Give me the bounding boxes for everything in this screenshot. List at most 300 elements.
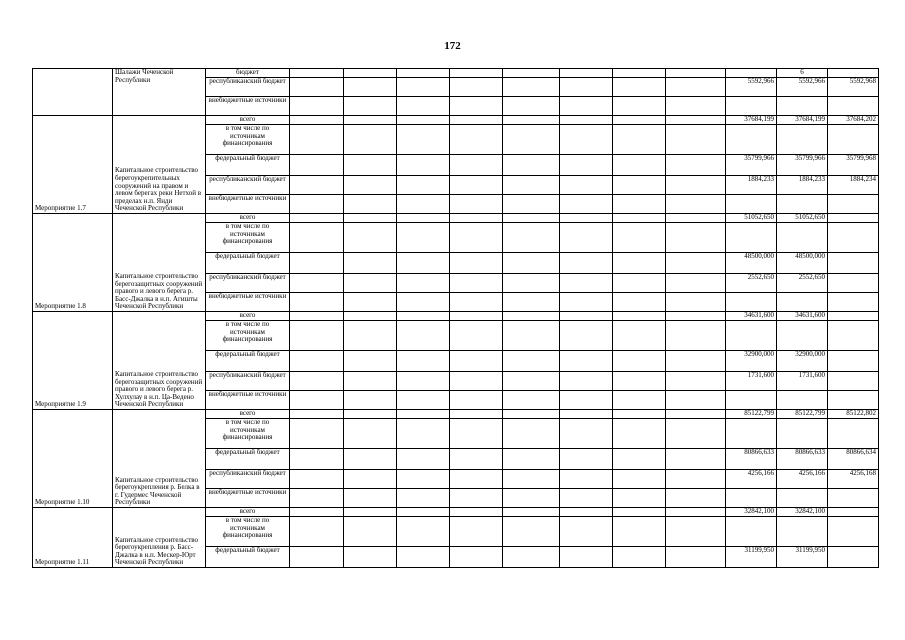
- amount-cell: 5592,966: [726, 78, 777, 97]
- empty-cell: [290, 470, 344, 489]
- funding-source: внебюджетные источники: [206, 195, 290, 214]
- empty-cell: [397, 547, 450, 568]
- project-name: Капитальное строительство берегоукрепительных сооружений на правом и левом берегах реки Нетхой в пределах н.п. Янди Чеченской Республики: [113, 116, 206, 214]
- funding-source: в том числе по источникам финансирования: [206, 223, 290, 253]
- empty-cell: [560, 351, 613, 372]
- empty-cell: [613, 419, 666, 449]
- amount-cell: [726, 489, 777, 508]
- amount-cell: 34631,600: [726, 312, 777, 321]
- empty-cell: [503, 470, 560, 489]
- funding-source: республиканский бюджет: [206, 372, 290, 391]
- funding-source: в том числе по источникам финансирования: [206, 419, 290, 449]
- empty-cell: [613, 214, 666, 223]
- empty-cell: [613, 410, 666, 419]
- amount-cell: 32842,100: [726, 508, 777, 517]
- empty-cell: [450, 419, 503, 449]
- empty-cell: [613, 293, 666, 312]
- empty-cell: [666, 69, 726, 78]
- amount-cell: [777, 97, 828, 116]
- empty-cell: [450, 470, 503, 489]
- amount-cell: [828, 391, 879, 410]
- empty-cell: [397, 419, 450, 449]
- amount-cell: [777, 489, 828, 508]
- empty-cell: [613, 125, 666, 155]
- amount-cell: 4256,168: [828, 470, 879, 489]
- empty-cell: [344, 372, 397, 391]
- empty-cell: [290, 195, 344, 214]
- amount-cell: [726, 419, 777, 449]
- event-label: Мероприятие 1.7: [33, 116, 113, 214]
- amount-cell: 85122,802: [828, 410, 879, 419]
- amount-cell: [828, 195, 879, 214]
- empty-cell: [560, 125, 613, 155]
- empty-cell: [344, 312, 397, 321]
- table-row: [33, 312, 879, 321]
- empty-cell: [344, 125, 397, 155]
- empty-cell: [290, 321, 344, 351]
- amount-cell: [828, 274, 879, 293]
- empty-cell: [290, 69, 344, 78]
- empty-cell: [344, 470, 397, 489]
- amount-cell: [828, 508, 879, 517]
- amount-cell: 35799,966: [726, 155, 777, 176]
- empty-cell: [344, 274, 397, 293]
- empty-cell: [503, 214, 560, 223]
- table-row: [33, 214, 879, 223]
- amount-cell: [828, 293, 879, 312]
- amount-cell: [777, 391, 828, 410]
- empty-cell: [666, 547, 726, 568]
- amount-cell: [726, 391, 777, 410]
- amount-cell: [777, 321, 828, 351]
- empty-cell: [290, 312, 344, 321]
- empty-cell: [613, 176, 666, 195]
- empty-cell: [397, 312, 450, 321]
- funding-source: в том числе по источникам финансирования: [206, 321, 290, 351]
- page-number: 172: [444, 40, 461, 52]
- empty-cell: [290, 391, 344, 410]
- amount-cell: 1731,600: [726, 372, 777, 391]
- amount-cell: 32900,000: [777, 351, 828, 372]
- empty-cell: [397, 508, 450, 517]
- empty-cell: [560, 97, 613, 116]
- amount-cell: 31199,950: [777, 547, 828, 568]
- empty-cell: [344, 391, 397, 410]
- empty-cell: [290, 489, 344, 508]
- empty-cell: [450, 372, 503, 391]
- empty-cell: [344, 176, 397, 195]
- empty-cell: [450, 116, 503, 125]
- empty-cell: [397, 391, 450, 410]
- empty-cell: [613, 223, 666, 253]
- empty-cell: [613, 155, 666, 176]
- empty-cell: [666, 410, 726, 419]
- empty-cell: [397, 274, 450, 293]
- amount-cell: [828, 69, 879, 78]
- budget-table: [32, 68, 879, 568]
- amount-cell: 1884,234: [828, 176, 879, 195]
- empty-cell: [503, 547, 560, 568]
- empty-cell: [613, 195, 666, 214]
- empty-cell: [560, 321, 613, 351]
- empty-cell: [560, 116, 613, 125]
- amount-cell: [726, 293, 777, 312]
- empty-cell: [397, 97, 450, 116]
- amount-cell: 80866,634: [828, 449, 879, 470]
- amount-cell: 51052,650: [777, 214, 828, 223]
- empty-cell: [560, 223, 613, 253]
- empty-cell: [613, 312, 666, 321]
- empty-cell: [666, 274, 726, 293]
- funding-source: федеральный бюджет: [206, 351, 290, 372]
- empty-cell: [397, 69, 450, 78]
- amount-cell: [828, 321, 879, 351]
- empty-cell: [397, 489, 450, 508]
- empty-cell: [450, 293, 503, 312]
- empty-cell: [344, 97, 397, 116]
- empty-cell: [666, 489, 726, 508]
- amount-cell: 2552,650: [726, 274, 777, 293]
- empty-cell: [290, 372, 344, 391]
- amount-cell: [828, 419, 879, 449]
- empty-cell: [560, 372, 613, 391]
- empty-cell: [560, 517, 613, 547]
- amount-cell: 35799,966: [777, 155, 828, 176]
- empty-cell: [450, 547, 503, 568]
- empty-cell: [397, 470, 450, 489]
- empty-cell: [560, 214, 613, 223]
- amount-cell: [828, 517, 879, 547]
- empty-cell: [666, 372, 726, 391]
- amount-cell: [777, 517, 828, 547]
- funding-source: федеральный бюджет: [206, 449, 290, 470]
- empty-cell: [666, 195, 726, 214]
- amount-cell: 5592,968: [828, 78, 879, 97]
- empty-cell: [290, 155, 344, 176]
- empty-cell: [344, 489, 397, 508]
- empty-cell: [290, 517, 344, 547]
- amount-cell: 80866,633: [726, 449, 777, 470]
- empty-cell: [450, 351, 503, 372]
- funding-source: внебюджетные источники: [206, 391, 290, 410]
- amount-cell: [828, 489, 879, 508]
- empty-cell: [560, 253, 613, 274]
- amount-cell: [726, 97, 777, 116]
- empty-cell: [613, 372, 666, 391]
- empty-cell: [560, 449, 613, 470]
- empty-cell: [450, 517, 503, 547]
- empty-cell: [560, 410, 613, 419]
- empty-cell: [666, 508, 726, 517]
- empty-cell: [613, 508, 666, 517]
- empty-cell: [560, 470, 613, 489]
- empty-cell: [397, 116, 450, 125]
- amount-cell: [828, 253, 879, 274]
- empty-cell: [290, 253, 344, 274]
- funding-source: республиканский бюджет: [206, 78, 290, 97]
- amount-cell: [828, 312, 879, 321]
- empty-cell: [560, 508, 613, 517]
- empty-cell: [503, 449, 560, 470]
- event-label: Мероприятие 1.11: [33, 508, 113, 568]
- funding-source: всего: [206, 312, 290, 321]
- empty-cell: [397, 372, 450, 391]
- empty-cell: [666, 78, 726, 97]
- empty-cell: [397, 223, 450, 253]
- empty-cell: [344, 155, 397, 176]
- empty-cell: [397, 293, 450, 312]
- empty-cell: [397, 125, 450, 155]
- funding-source: федеральный бюджет: [206, 253, 290, 274]
- empty-cell: [560, 69, 613, 78]
- empty-cell: [560, 547, 613, 568]
- empty-cell: [344, 223, 397, 253]
- empty-cell: [503, 69, 560, 78]
- empty-cell: [503, 293, 560, 312]
- event-label: [33, 69, 113, 116]
- empty-cell: [450, 214, 503, 223]
- empty-cell: [344, 253, 397, 274]
- amount-cell: [828, 97, 879, 116]
- amount-cell: 37684,202: [828, 116, 879, 125]
- empty-cell: [560, 195, 613, 214]
- amount-cell: [777, 195, 828, 214]
- empty-cell: [666, 223, 726, 253]
- empty-cell: [666, 97, 726, 116]
- empty-cell: [450, 274, 503, 293]
- empty-cell: [450, 312, 503, 321]
- empty-cell: [503, 253, 560, 274]
- empty-cell: [666, 391, 726, 410]
- empty-cell: [613, 274, 666, 293]
- empty-cell: [450, 508, 503, 517]
- empty-cell: [290, 410, 344, 419]
- empty-cell: [344, 69, 397, 78]
- amount-cell: [828, 125, 879, 155]
- empty-cell: [397, 253, 450, 274]
- event-label: Мероприятие 1.10: [33, 410, 113, 508]
- empty-cell: [503, 508, 560, 517]
- funding-source: бюджет: [206, 69, 290, 78]
- empty-cell: [613, 391, 666, 410]
- table-body: [33, 69, 879, 568]
- empty-cell: [503, 351, 560, 372]
- empty-cell: [290, 125, 344, 155]
- amount-cell: [777, 419, 828, 449]
- amount-cell: 85122,799: [777, 410, 828, 419]
- event-label: Мероприятие 1.9: [33, 312, 113, 410]
- empty-cell: [290, 293, 344, 312]
- empty-cell: [290, 547, 344, 568]
- funding-source: в том числе по источникам финансирования: [206, 517, 290, 547]
- empty-cell: [450, 253, 503, 274]
- empty-cell: [503, 223, 560, 253]
- empty-cell: [450, 410, 503, 419]
- empty-cell: [666, 253, 726, 274]
- amount-cell: 31199,950: [726, 547, 777, 568]
- empty-cell: [560, 155, 613, 176]
- empty-cell: [450, 155, 503, 176]
- amount-cell: 1731,600: [777, 372, 828, 391]
- empty-cell: [560, 176, 613, 195]
- funding-source: всего: [206, 508, 290, 517]
- empty-cell: [344, 195, 397, 214]
- amount-cell: [726, 223, 777, 253]
- empty-cell: [666, 125, 726, 155]
- table-row: [33, 410, 879, 419]
- amount-cell: [726, 517, 777, 547]
- funding-source: республиканский бюджет: [206, 470, 290, 489]
- amount-cell: 5592,966: [777, 78, 828, 97]
- empty-cell: [290, 419, 344, 449]
- empty-cell: [666, 470, 726, 489]
- empty-cell: [344, 517, 397, 547]
- empty-cell: [613, 321, 666, 351]
- empty-cell: [344, 410, 397, 419]
- amount-cell: [828, 351, 879, 372]
- amount-cell: 48500,000: [726, 253, 777, 274]
- empty-cell: [397, 176, 450, 195]
- empty-cell: [503, 155, 560, 176]
- empty-cell: [450, 321, 503, 351]
- amount-cell: 80866,633: [777, 449, 828, 470]
- empty-cell: [503, 391, 560, 410]
- empty-cell: [560, 391, 613, 410]
- empty-cell: [503, 372, 560, 391]
- funding-source: всего: [206, 116, 290, 125]
- empty-cell: [666, 293, 726, 312]
- empty-cell: [613, 449, 666, 470]
- empty-cell: [397, 449, 450, 470]
- empty-cell: [344, 116, 397, 125]
- empty-cell: [503, 125, 560, 155]
- empty-cell: [450, 78, 503, 97]
- empty-cell: [344, 419, 397, 449]
- empty-cell: [613, 470, 666, 489]
- empty-cell: [290, 116, 344, 125]
- amount-cell: [777, 125, 828, 155]
- empty-cell: [344, 214, 397, 223]
- empty-cell: [613, 489, 666, 508]
- empty-cell: [560, 419, 613, 449]
- funding-source: внебюджетные источники: [206, 97, 290, 116]
- empty-cell: [503, 489, 560, 508]
- empty-cell: [613, 116, 666, 125]
- amount-cell: 6: [777, 69, 828, 78]
- empty-cell: [344, 78, 397, 97]
- amount-cell: 37684,199: [777, 116, 828, 125]
- empty-cell: [450, 391, 503, 410]
- amount-cell: 35799,968: [828, 155, 879, 176]
- empty-cell: [666, 321, 726, 351]
- empty-cell: [397, 351, 450, 372]
- amount-cell: 34631,600: [777, 312, 828, 321]
- empty-cell: [613, 78, 666, 97]
- funding-source: федеральный бюджет: [206, 547, 290, 568]
- empty-cell: [397, 410, 450, 419]
- empty-cell: [290, 97, 344, 116]
- funding-source: внебюджетные источники: [206, 293, 290, 312]
- empty-cell: [560, 293, 613, 312]
- empty-cell: [666, 517, 726, 547]
- empty-cell: [560, 78, 613, 97]
- empty-cell: [450, 195, 503, 214]
- amount-cell: [828, 547, 879, 568]
- empty-cell: [397, 517, 450, 547]
- empty-cell: [450, 125, 503, 155]
- empty-cell: [613, 517, 666, 547]
- empty-cell: [397, 214, 450, 223]
- empty-cell: [290, 351, 344, 372]
- empty-cell: [666, 155, 726, 176]
- amount-cell: 37684,199: [726, 116, 777, 125]
- project-name: Капитальное строительство берегозащитных сооружений правого и левого берега р. Хулхулау в н.п. Ца-Ведено Чеченской Республики: [113, 312, 206, 410]
- amount-cell: [828, 214, 879, 223]
- amount-cell: [726, 321, 777, 351]
- empty-cell: [344, 508, 397, 517]
- amount-cell: 51052,650: [726, 214, 777, 223]
- empty-cell: [560, 489, 613, 508]
- empty-cell: [344, 547, 397, 568]
- empty-cell: [450, 489, 503, 508]
- project-name: Капитальное строительство берегоукрепления р. Басс-Джалка в н.п. Мескер-Юрт Чеченской Республики: [113, 508, 206, 568]
- table-row: [33, 69, 879, 78]
- empty-cell: [450, 69, 503, 78]
- funding-source: внебюджетные источники: [206, 489, 290, 508]
- amount-cell: 85122,799: [726, 410, 777, 419]
- empty-cell: [290, 508, 344, 517]
- table-row: [33, 508, 879, 517]
- empty-cell: [666, 116, 726, 125]
- empty-cell: [397, 155, 450, 176]
- amount-cell: 1884,233: [777, 176, 828, 195]
- amount-cell: 32900,000: [726, 351, 777, 372]
- empty-cell: [666, 449, 726, 470]
- project-name: Капитальное строительство берегозащитных сооружений правого и левого берега р. Басс-Джалка в н.п. Агишты Чеченской Республики: [113, 214, 206, 312]
- empty-cell: [613, 97, 666, 116]
- funding-source: республиканский бюджет: [206, 176, 290, 195]
- funding-source: всего: [206, 214, 290, 223]
- empty-cell: [503, 176, 560, 195]
- amount-cell: [828, 372, 879, 391]
- funding-source: республиканский бюджет: [206, 274, 290, 293]
- empty-cell: [666, 419, 726, 449]
- funding-source: в том числе по источникам финансирования: [206, 125, 290, 155]
- empty-cell: [397, 195, 450, 214]
- empty-cell: [666, 176, 726, 195]
- empty-cell: [290, 449, 344, 470]
- amount-cell: [726, 195, 777, 214]
- empty-cell: [503, 274, 560, 293]
- empty-cell: [560, 274, 613, 293]
- empty-cell: [503, 312, 560, 321]
- empty-cell: [666, 214, 726, 223]
- amount-cell: [726, 125, 777, 155]
- empty-cell: [344, 293, 397, 312]
- project-name: Капитальное строительство берегоукрепления р. Белка в г. Гудермес Чеченской Республики: [113, 410, 206, 508]
- empty-cell: [503, 517, 560, 547]
- empty-cell: [290, 223, 344, 253]
- amount-cell: 2552,650: [777, 274, 828, 293]
- table-row: [33, 116, 879, 125]
- empty-cell: [290, 78, 344, 97]
- amount-cell: 1884,233: [726, 176, 777, 195]
- empty-cell: [503, 78, 560, 97]
- event-label: Мероприятие 1.8: [33, 214, 113, 312]
- empty-cell: [503, 419, 560, 449]
- empty-cell: [450, 223, 503, 253]
- empty-cell: [503, 410, 560, 419]
